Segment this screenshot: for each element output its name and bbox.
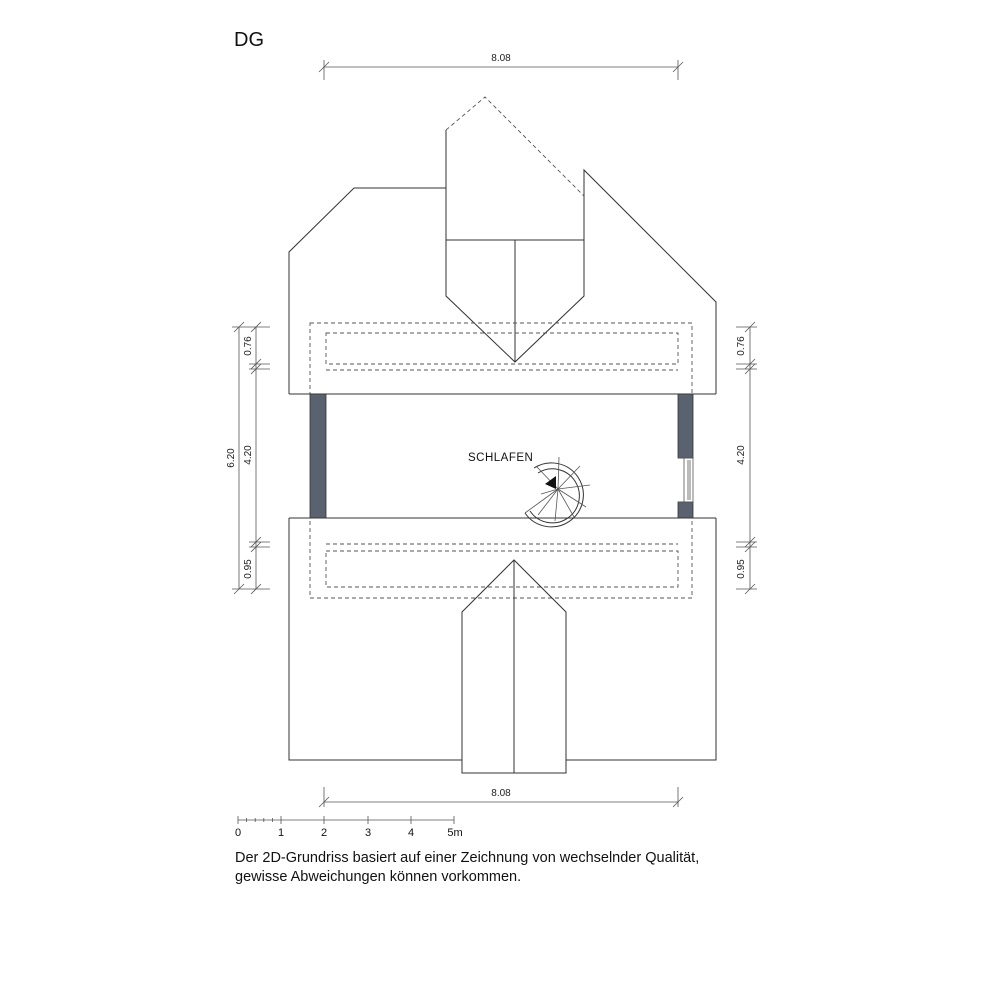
spiral-staircase xyxy=(525,457,590,527)
wall-right-upper xyxy=(678,394,693,458)
dimension-top xyxy=(319,53,683,80)
scale-label-4: 4 xyxy=(407,827,415,839)
dimension-right-upper-label: 0.76 xyxy=(736,336,747,356)
dimension-bottom-label: 8.08 xyxy=(491,788,511,799)
scale-label-5m: 5m xyxy=(447,827,463,839)
scale-bar xyxy=(235,816,463,839)
dimension-right xyxy=(736,322,757,594)
dimension-top-label: 8.08 xyxy=(491,53,511,64)
dimension-left-upper-label: 0.76 xyxy=(243,336,254,356)
scale-label-0: 0 xyxy=(234,827,242,839)
dimension-left-total-label: 6.20 xyxy=(226,448,237,468)
wall-left xyxy=(310,394,326,518)
dimension-right-lower-label: 0.95 xyxy=(736,559,747,579)
dimension-left-middle-label: 4.20 xyxy=(243,445,254,465)
scale-label-1: 1 xyxy=(277,827,285,839)
floor-label: DG xyxy=(234,29,264,51)
dimension-left xyxy=(226,322,270,594)
scale-label-2: 2 xyxy=(320,827,328,839)
disclaimer xyxy=(235,849,699,887)
wall-right-lower xyxy=(678,502,693,518)
roof-upper xyxy=(289,97,716,394)
roof-lower xyxy=(289,518,716,773)
disclaimer-line-2: gewisse Abweichungen können vorkommen. xyxy=(235,869,522,885)
dimension-bottom xyxy=(319,787,683,807)
dimension-right-middle-label: 4.20 xyxy=(736,445,747,465)
window-right xyxy=(678,458,693,502)
scale-label-3: 3 xyxy=(364,827,372,839)
dimension-left-lower-label: 0.95 xyxy=(243,559,254,579)
room-label: SCHLAFEN xyxy=(468,452,534,464)
stair-arrow-icon xyxy=(545,476,556,489)
disclaimer-line-1: Der 2D-Grundriss basiert auf einer Zeichnung von wechselnder Qualität, xyxy=(235,850,700,866)
